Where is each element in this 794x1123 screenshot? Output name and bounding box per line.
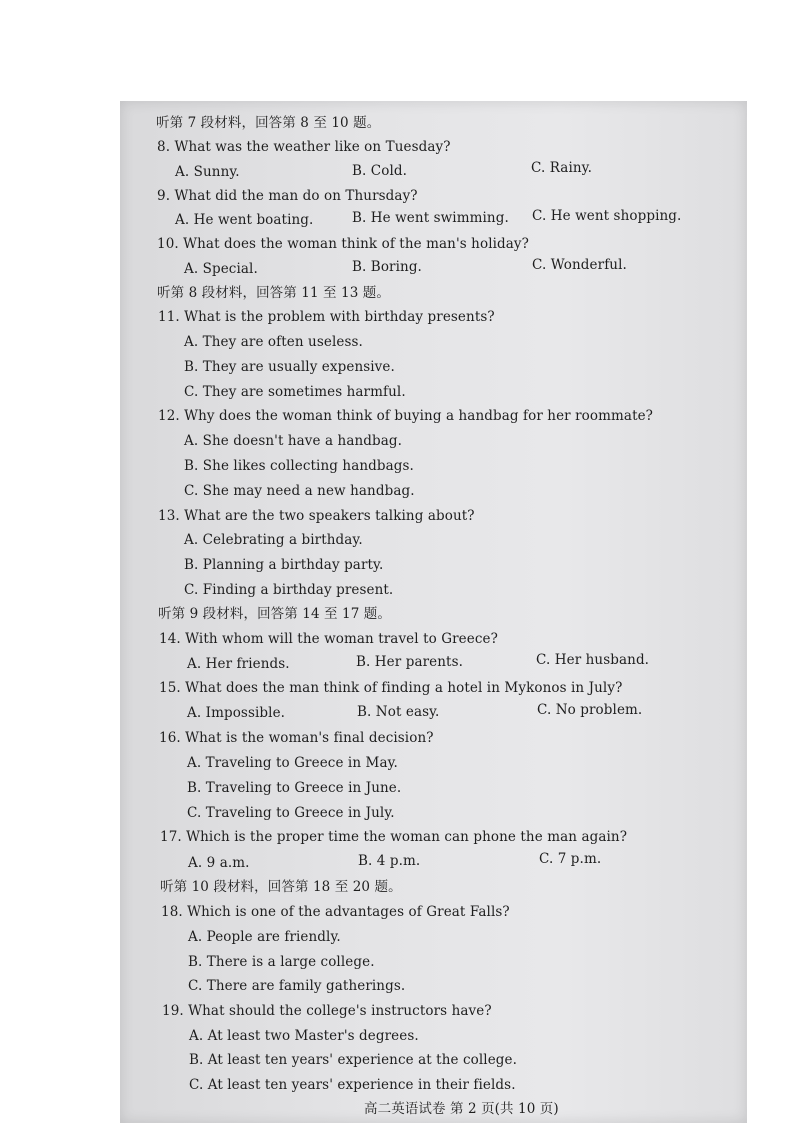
option-b: B. At least ten years' experience at the college.: [189, 1052, 518, 1068]
option-b: B. They are usually expensive.: [184, 359, 395, 375]
section-header: 听第 7 段材料，回答第 8 至 10 题。: [156, 115, 381, 131]
option-a: A. He went boating.: [175, 212, 314, 228]
page-footer: 高二英语试卷 第 2 页(共 10 页): [364, 1101, 559, 1117]
option-c: C. There are family gatherings.: [188, 978, 406, 994]
question-stem: 18. Which is one of the advantages of Great Falls?: [161, 904, 510, 920]
question-stem: 12. Why does the woman think of buying a handbag for her roommate?: [158, 408, 654, 424]
question-stem: 11. What is the problem with birthday presents?: [158, 309, 495, 325]
option-a: A. She doesn't have a handbag.: [184, 433, 403, 449]
option-a: A. People are friendly.: [188, 929, 341, 945]
option-c: C. Traveling to Greece in July.: [187, 805, 395, 821]
question-stem: 8. What was the weather like on Tuesday?: [157, 139, 451, 155]
option-b: B. He went swimming.: [352, 210, 509, 226]
option-c: C. Wonderful.: [532, 257, 627, 273]
section-header: 听第 9 段材料，回答第 14 至 17 题。: [158, 606, 391, 622]
option-a: A. Impossible.: [187, 705, 286, 721]
section-header: 听第 8 段材料，回答第 11 至 13 题。: [157, 285, 390, 301]
exam-page: [120, 101, 747, 1123]
option-a: A. Her friends.: [187, 656, 290, 672]
option-b: B. She likes collecting handbags.: [184, 458, 414, 474]
question-stem: 15. What does the man think of finding a hotel in Mykonos in July?: [159, 680, 623, 696]
option-b: B. There is a large college.: [188, 954, 375, 970]
question-stem: 14. With whom will the woman travel to Greece?: [159, 631, 498, 647]
option-a: A. Sunny.: [175, 164, 240, 180]
option-a: A. Celebrating a birthday.: [184, 532, 363, 548]
option-b: B. Not easy.: [357, 704, 440, 720]
option-c: C. At least ten years' experience in their fields.: [189, 1077, 516, 1093]
option-c: C. 7 p.m.: [539, 851, 602, 867]
option-a: A. 9 a.m.: [188, 855, 250, 871]
option-b: B. Boring.: [352, 259, 422, 275]
question-stem: 16. What is the woman's final decision?: [159, 730, 434, 746]
option-a: A. They are often useless.: [184, 334, 363, 350]
question-stem: 10. What does the woman think of the man's holiday?: [157, 236, 529, 252]
section-header: 听第 10 段材料，回答第 18 至 20 题。: [160, 879, 402, 895]
option-b: B. Her parents.: [356, 654, 463, 670]
option-a: A. Traveling to Greece in May.: [187, 755, 398, 771]
option-c: C. Her husband.: [536, 652, 650, 668]
option-c: C. No problem.: [537, 702, 643, 718]
option-c: C. Finding a birthday present.: [184, 582, 394, 598]
option-b: B. Traveling to Greece in June.: [187, 780, 402, 796]
option-c: C. Rainy.: [531, 160, 592, 176]
option-b: B. Cold.: [352, 163, 408, 179]
question-stem: 9. What did the man do on Thursday?: [157, 188, 418, 204]
option-c: C. He went shopping.: [532, 208, 682, 224]
option-b: B. 4 p.m.: [358, 853, 421, 869]
option-a: A. Special.: [184, 261, 258, 277]
option-b: B. Planning a birthday party.: [184, 557, 384, 573]
option-c: C. They are sometimes harmful.: [184, 384, 406, 400]
option-a: A. At least two Master's degrees.: [189, 1028, 419, 1044]
question-stem: 17. Which is the proper time the woman can phone the man again?: [160, 829, 628, 845]
question-stem: 13. What are the two speakers talking about?: [158, 508, 475, 524]
option-c: C. She may need a new handbag.: [184, 483, 415, 499]
question-stem: 19. What should the college's instructors have?: [162, 1003, 492, 1019]
